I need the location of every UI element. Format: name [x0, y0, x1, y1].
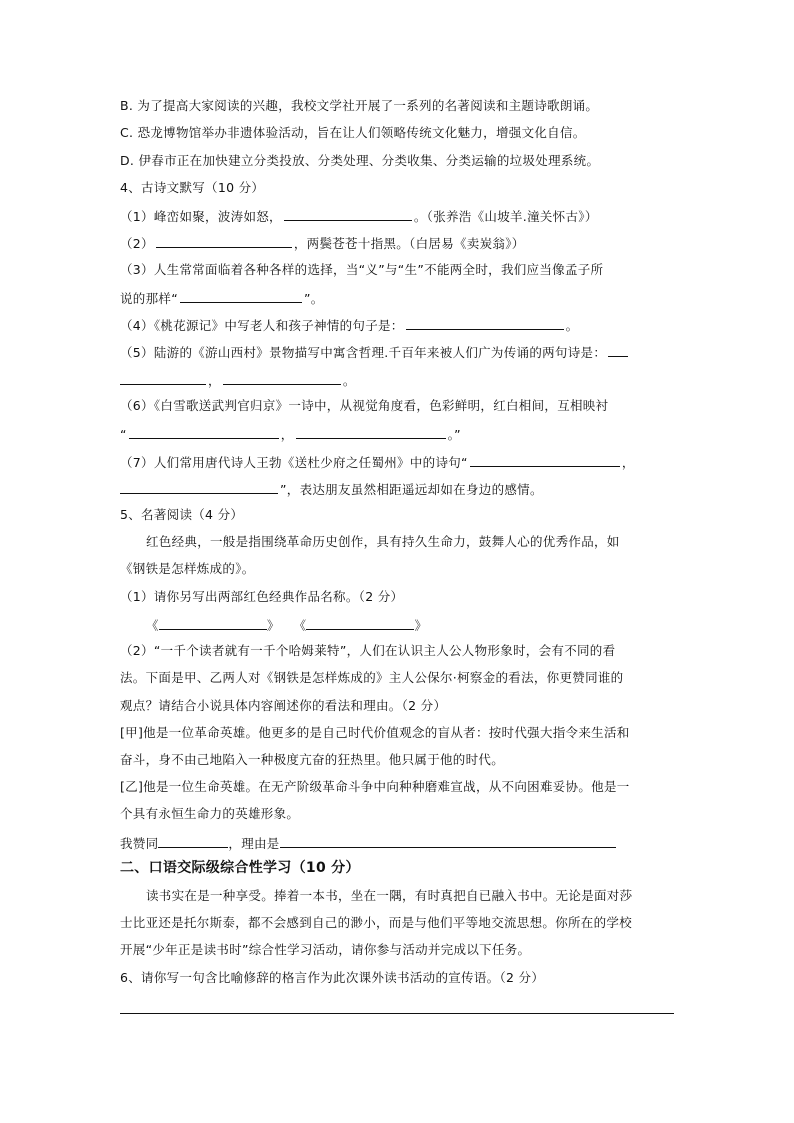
- q4-5-line1: [120, 343, 676, 361]
- view-yi-line2: 个具有永恒生命力的英雄形象。: [120, 806, 300, 821]
- q4-5-text: （5）陆游的《游山西村》景物描写中寓含哲理.千百年来被人们广为传诵的两句诗是：: [120, 345, 607, 360]
- q4-7-blank-1[interactable]: [470, 453, 620, 467]
- q6-answer-line[interactable]: [120, 1013, 674, 1014]
- view-yi-line1: [乙]他是一位生命英雄。在无产阶级革命斗争中向种种磨难宣战，从不向困难妥协。他是一: [120, 779, 630, 794]
- q4-1-blank[interactable]: [284, 207, 412, 221]
- option-c: C. 恐龙博物馆举办非遗体验活动，旨在让人们领略传统文化魅力，增强文化自信。: [120, 125, 586, 140]
- q5-1-blank-1[interactable]: [159, 616, 267, 630]
- q4-7-blank-2[interactable]: [120, 480, 278, 494]
- q4-6-blank-1[interactable]: [129, 425, 279, 439]
- q5-title: 5、名著阅读（4 分）: [120, 507, 244, 522]
- q4-4-blank[interactable]: [406, 316, 564, 330]
- agree-label: 我赞同: [120, 836, 159, 851]
- q4-6-open: “: [120, 427, 127, 442]
- q4-4-end: 。: [565, 318, 579, 333]
- q4-3-blank[interactable]: [180, 289, 302, 303]
- section-2-para-line2: 士比亚还是托尔斯泰，都不会感到自己的渺小，而是与他们平等地交流思想。你所在的学校: [120, 915, 633, 930]
- q4-6-line1: （6）《白雪歌送武判官归京》一诗中，从视觉角度看，色彩鲜明，红白相间，互相映衬: [120, 398, 609, 413]
- q4-5-line2: [120, 371, 676, 389]
- view-jia-line2: 奋斗，身不由己地陷入一种极度亢奋的狂热里。他只属于他的时代。: [120, 752, 505, 767]
- section-2-para-line3: 开展“少年正是读书时”综合性学习活动，请你参与活动并完成以下任务。: [120, 942, 531, 957]
- view-jia-line1: [甲]他是一位革命英雄。他更多的是自己时代价值观念的盲从者：按时代强大指令来生活和: [120, 725, 630, 740]
- q4-2-blank[interactable]: [156, 234, 292, 248]
- q5-1-open-1: 《: [146, 618, 159, 633]
- option-d: D. 伊春市正在加快建立分类投放、分类处理、分类收集、分类运输的垃圾处理系统。: [120, 153, 600, 168]
- q4-3-line1: （3）人生常常面临着各种各样的选择，当“义”与“生”不能两全时，我们应当像孟子所: [120, 262, 604, 277]
- q5-1-close-2: 》: [414, 618, 428, 633]
- q4-1-source: 。（张养浩《山坡羊.潼关怀古》）: [413, 209, 598, 224]
- q4-3-end: ”。: [303, 291, 324, 306]
- section-2-para-line1: 读书实在是一种享受。捧着一本书，坐在一隅，有时真把自已融入书中。无论是面对莎: [146, 888, 633, 903]
- q4-4-text: （4）《桃花源记》中写老人和孩子神情的句子是：: [120, 318, 404, 333]
- q4-6-sep: ，: [280, 427, 294, 442]
- q5-2-line1: （2）“一千个读者就有一千个哈姆莱特”，人们在认识主人公人物形象时，会有不同的看: [120, 643, 616, 658]
- q4-7-text: （7）人们常用唐代诗人王勃《送杜少府之任蜀州》中的诗句“: [120, 455, 468, 470]
- q5-1: （1）请你另写出两部红色经典作品名称。（2 分）: [120, 589, 404, 604]
- q4-5-blank-1[interactable]: [120, 371, 206, 385]
- reason-label: ，理由是: [228, 836, 280, 851]
- q4-1: [120, 207, 676, 225]
- q6: 6、请你写一句含比喻修辞的格言作为此次课外读书活动的宣传语。（2 分）: [120, 970, 545, 985]
- q5-2-line3: 观点？请结合小说具体内容阐述你的看法和理由。（2 分）: [120, 698, 447, 713]
- q4-6-end: 。”: [447, 427, 461, 442]
- q4-2: [120, 234, 676, 252]
- q4-7-line2: [120, 480, 676, 498]
- q4-3-text: 说的那样“: [120, 291, 178, 306]
- q5-1-answers: [146, 616, 702, 634]
- q5-intro-line1: 红色经典，一般是指围绕革命历史创作，具有持久生命力，鼓舞人心的优秀作品，如: [146, 534, 620, 549]
- q4-7-end: ”，表达朋友虽然相距遥远却如在身边的感情。: [280, 482, 543, 497]
- section-2-title: 二、口语交际级综合性学习（10 分）: [120, 860, 360, 876]
- q5-1-open-2: 《: [293, 618, 307, 633]
- reason-blank[interactable]: [280, 834, 616, 848]
- q4-5-sep: ，: [208, 373, 221, 388]
- q4-1-text: （1）峰峦如聚，波涛如怒，: [120, 209, 282, 224]
- q4-7-sep: ，: [621, 455, 635, 470]
- q4-3-line2: [120, 289, 676, 307]
- q5-1-close-1: 》: [266, 618, 280, 633]
- q4-5-blank-start[interactable]: [608, 343, 628, 357]
- q5-intro-line2: 《钢铁是怎样炼成的》。: [120, 561, 255, 576]
- q4-5-blank-2[interactable]: [223, 371, 341, 385]
- q4-4: [120, 316, 676, 334]
- option-b: B. 为了提高大家阅读的兴趣，我校文学社开展了一系列的名著阅读和主题诗歌朗诵。: [120, 98, 599, 113]
- q5-2-line2: 法。下面是甲、乙两人对《钢铁是怎样炼成的》主人公保尔·柯察金的看法，你更赞同谁的: [120, 670, 624, 685]
- agree-blank[interactable]: [158, 834, 228, 848]
- agree-line: [120, 834, 676, 852]
- q4-7-line1: [120, 453, 676, 471]
- q4-6-blank-2[interactable]: [296, 425, 446, 439]
- q4-5-end: 。: [342, 373, 356, 388]
- q4-2-text: （2）: [120, 236, 154, 251]
- q4-6-line2: [120, 425, 676, 443]
- q5-1-blank-2[interactable]: [306, 616, 414, 630]
- q4-title: 4、古诗文默写（10 分）: [120, 180, 265, 195]
- q4-2-source: ，两鬓苍苍十指黑。（白居易《卖炭翁》）: [293, 236, 525, 251]
